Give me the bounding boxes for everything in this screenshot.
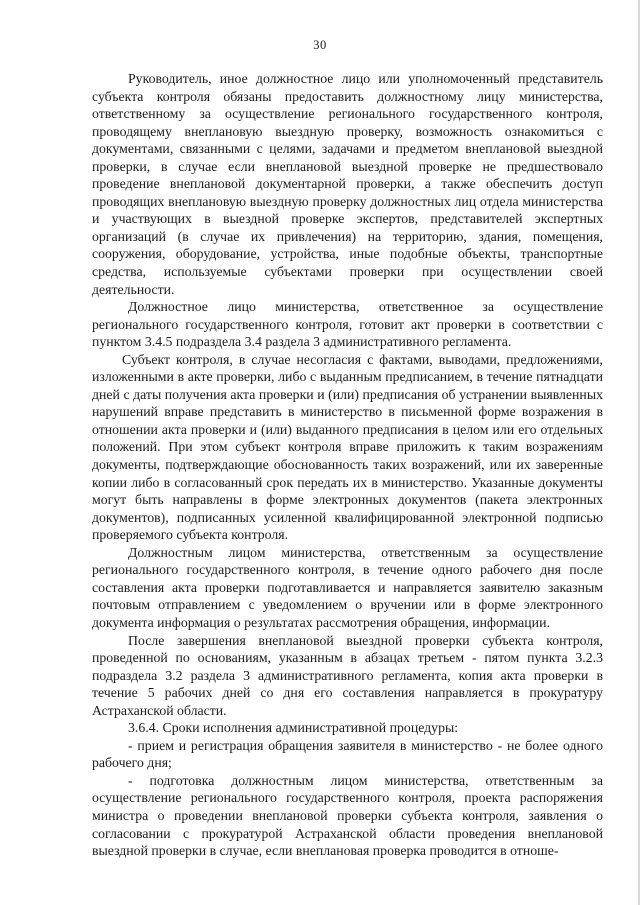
paragraph-obligations: Руководитель, иное должностное лицо или уполномоченный представитель субъекта контроля обязаны предоставить должностному лицу министерства, ответственному за осуществление регионального государственного контроля, проводящему внеплановую выездную проверку, возможность ознакомиться с документами, связанными с целями, задачами и предметом внеплановой выездной проверки, в случае если внеплановой выездной проверке не предшествовало проведение внеплановой документарной проверки, а также обеспечить доступ проводящих внеплановую выездную проверку должностных лиц отдела министерства и участвующих в выездной проверке экспертов, представителей экспертных организаций (в случае их привлечения) на территорию, здания, помещения, сооружения, оборудование, устройства, иные подобные объекты, транспортные средства, используемые субъектами проверки при осуществлении своей деятельности. <box>92 71 603 297</box>
section-heading-3-6-4: 3.6.4. Сроки исполнения административной процедуры: <box>128 720 459 736</box>
list-item-order-preparation: - подготовка должностным лицом министерства, ответственным за осуществление регионального государственного контроля, проекта распоряжения министра о проведении внеплановой проверки субъекта контроля, заявления о согласовании с прокуратурой Астраханской области проведения внеплановой выездной проверки в случае, если внеплановая проверка проводится в отноше- <box>92 772 603 859</box>
list-item-registration: - прием и регистрация обращения заявителя в министерство - не более одного рабочего дня; <box>92 737 603 771</box>
paragraph-objections: Субъект контроля, в случае несогласия с фактами, выводами, предложениями, изложенными в акте проверки, либо с выданным предписанием, в течение пятнадцати дней с даты получения акта проверки и (или) предписания об устранении выявленных нарушений вправе представить в министерство в письменной форме возражения в отношении акта проверки и (или) выданного предписания в целом или его отдельных положений. При этом субъект контроля вправе приложить к таким возражениям документы, подтверждающие обоснованность таких возражений, или их заверенные копии либо в согласованный срок передать их в министерство. Указанные документы могут быть направлены в форме электронных документов (пакета электронных документов), подписанных усиленной квалифицированной электронной подписью проверяемого субъекта контроля. <box>92 351 603 543</box>
paragraph-inspection-act: Должностное лицо министерства, ответственное за осуществление регионального государственного контроля, готовит акт проверки в соответствии с пунктом 3.4.5 подраздела 3.4 раздела 3 административного регламента. <box>92 299 603 350</box>
paragraph-notification: Должностным лицом министерства, ответственным за осуществление регионального государственного контроля, в течение одного рабочего дня после составления акта проверки подготавливается и направляется заявителю заказным почтовым отправлением с уведомлением о вручении или в форме электронного документа информация о результатах рассмотрения обращения, информации. <box>92 544 603 630</box>
page-number: 30 <box>313 38 327 52</box>
paragraph-prosecutor-copy: После завершения внеплановой выездной проверки субъекта контроля, проведенной по основаниям, указанным в абзацах третьем - пятом пункта 3.2.3 подраздела 3.2 раздела 3 административного регламента, копия акта проверки в течение 5 рабочих дней со дня его составления направляется в прокуратуру Астраханской области. <box>92 632 603 718</box>
document-body <box>92 70 603 860</box>
